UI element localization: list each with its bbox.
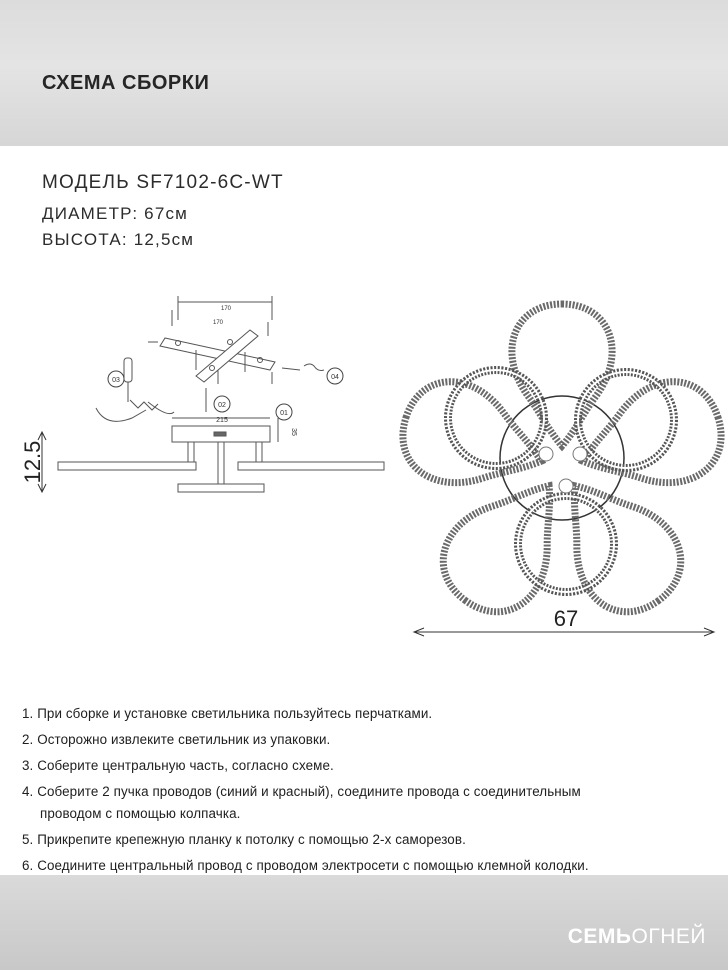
callout-markers [108,368,343,420]
brand-bold: СЕМЬ [567,925,632,948]
instruction-2: 2. Осторожно извлеките светильник из упаковки. [22,732,331,747]
spec-height: ВЫСОТА: 12,5см [42,230,195,249]
width-dimension-label: 67 [553,606,579,631]
header-band [0,0,728,146]
dim-170-top: 170 [220,306,232,312]
callout-01-label: 01 [280,410,288,417]
height-dimension-label: 12.5 [20,440,45,484]
instruction-3: 3. Соберите центральную часть, согласно схеме. [22,758,334,773]
callout-03-label: 03 [112,377,120,384]
instruction-6: 6. Соедините центральный провод с проводом электросети с помощью клемной колодки. [22,858,589,873]
assembly-diagram [0,280,728,680]
instruction-4: 4. Соберите 2 пучка проводов (синий и красный), соедините провода с соединительным [22,784,581,799]
instruction-1: 1. При сборке и установке светильника пользуйтесь перчатками. [22,706,433,721]
instruction-5: 5. Прикрепите крепежную планку к потолку с помощью 2-х саморезов. [22,832,466,847]
callout-02-label: 02 [218,402,226,409]
brand-light: ОГНЕЙ [631,925,706,948]
page-title: СХЕМА СБОРКИ [42,72,210,94]
instruction-4-cont: проводом с помощью колпачка. [40,806,241,821]
spec-diameter: ДИАМЕТР: 67см [42,204,189,223]
callout-04-label: 04 [331,374,339,381]
side-view [38,296,384,492]
brand-logo [568,925,706,949]
footer-band [0,875,728,970]
dim-215: 215 [216,417,228,424]
dim-170-inner: 170 [212,320,224,326]
top-view [391,304,728,636]
dim-35: 35 [290,428,297,436]
spec-model: МОДЕЛЬ SF7102-6C-WT [42,172,284,193]
